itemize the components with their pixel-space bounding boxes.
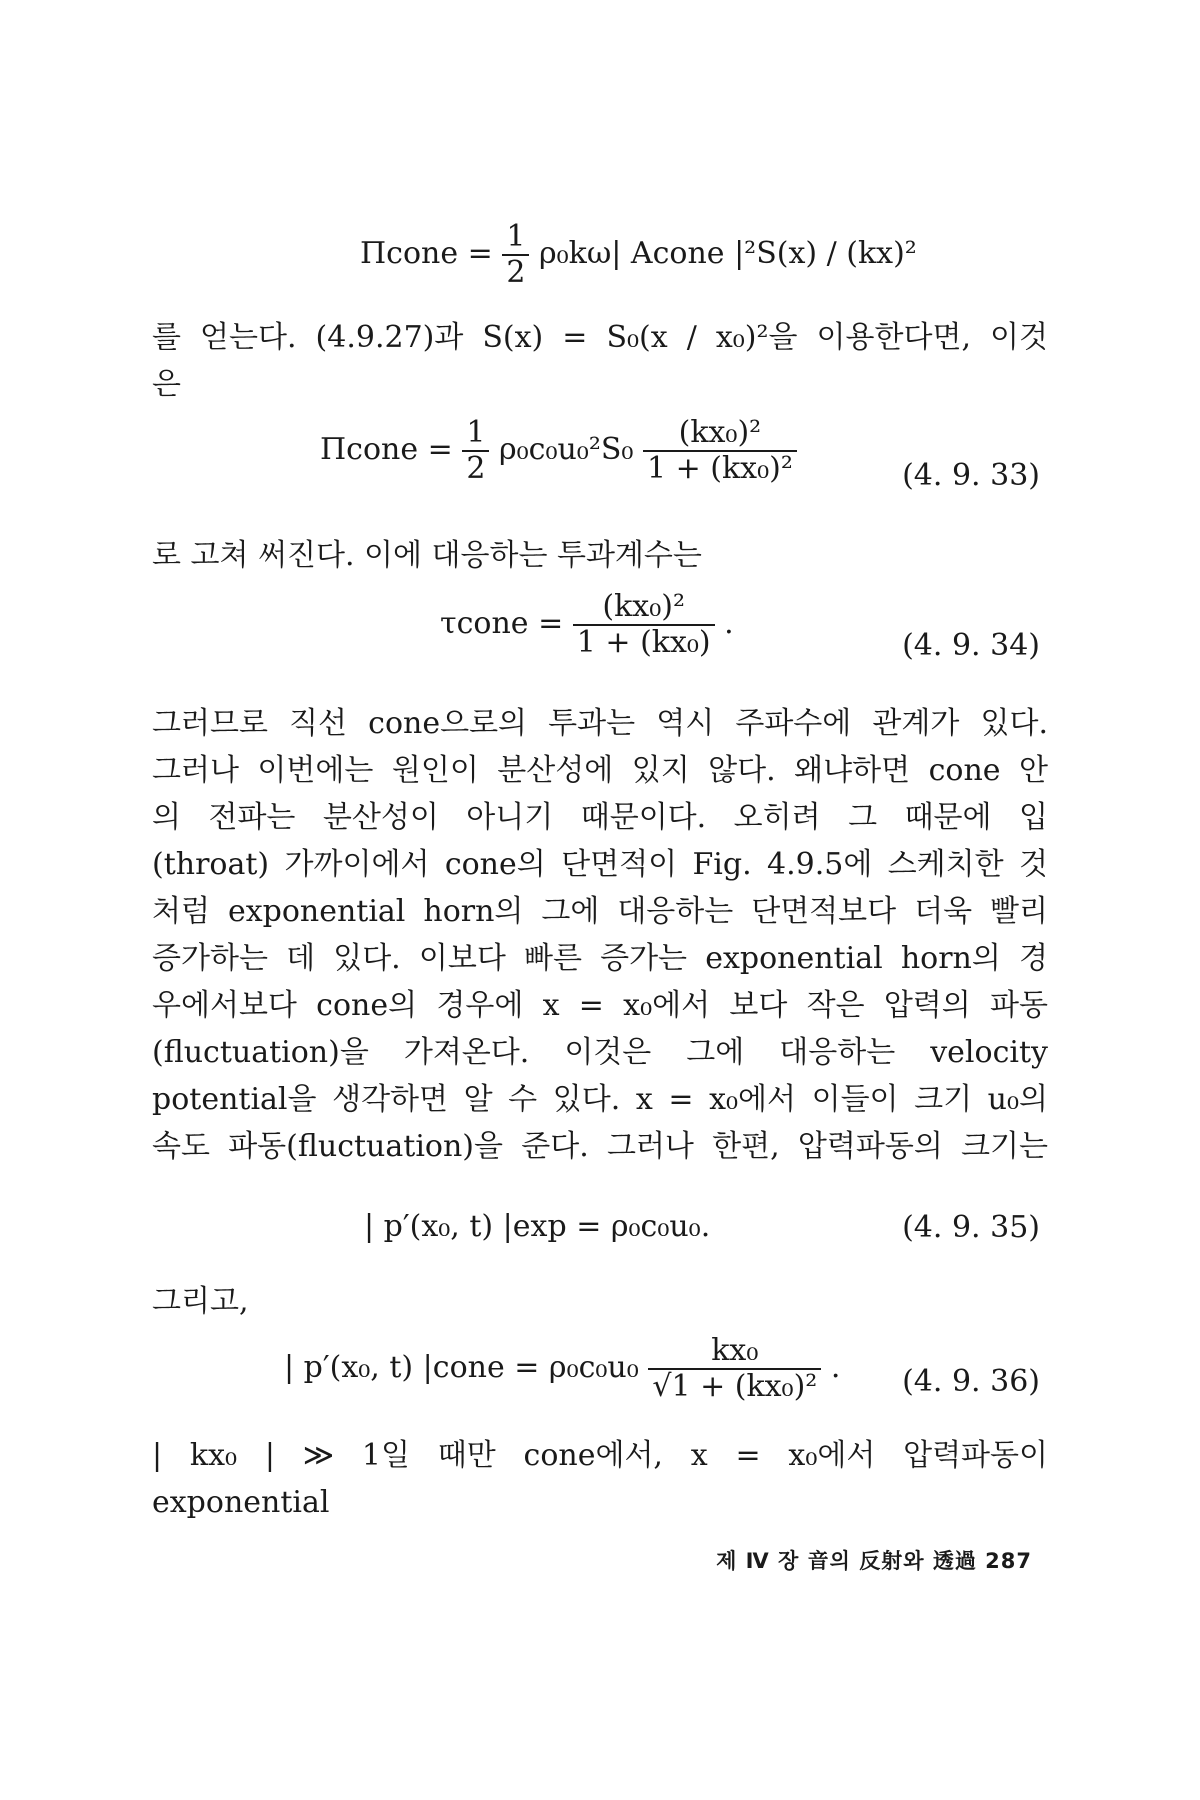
fraction-one-half: $\frac{1}{2}$	[502, 222, 529, 288]
equation-4-9-36: | p′(x₀, t) |cone = ρ₀c₀u₀ $\frac{\text{kx₀}}{\text{√1 + (kx₀)²}}$ .	[284, 1333, 841, 1404]
equation-rhs: ρ₀kω| Acone |²S(x) / (kx)²	[538, 236, 917, 271]
text-line: 은	[152, 367, 181, 402]
equation-number: (4. 9. 36)	[902, 1364, 1040, 1399]
equation-number: (4. 9. 35)	[902, 1210, 1040, 1245]
page-footer: 제 Ⅳ 장 音의 反射와 透過 287	[716, 1549, 1032, 1573]
equation-pi-cone-general: Πcone = $\frac{1}{2}$ ρ₀kω| Acone |²S(x) / (kx)²	[360, 219, 917, 290]
body-paragraph: 그러므로 직선 cone으로의 투과는 역시 주파수에 관계가 있다. 그러나 이번에는 원인이 분산성에 있지 않다. 왜냐하면 cone 안 의 전파는 분산성이 아니기 때문이다. 오히려 그 때문에 입 (throat) 가까이에서 cone의 단면적이 Fig. 4.9.5에 스케치한 것 처럼 exponential horn의 그에 대응하는 단면적보다 더욱 빨리 증가하는 데 있다. 이보다 빠른 증가는 exponential horn의 경 우에서보다 cone의 경우에 x = x₀에서 보다 작은 압력의 파동 (fluctuation)을 가져온다. 이것은 그에 대응하는 velocity potential을 생각하면 알 수 있다. x = x₀에서 이들이 크기 u₀의 속도 파동(fluctuation)을 준다. 그러나 한편, 압력파동의 크기는	[152, 706, 1048, 1164]
equation-number: (4. 9. 33)	[902, 458, 1040, 493]
fraction-one-half: $\frac{1}{2}$	[462, 418, 489, 484]
equation-4-9-35: | p′(x₀, t) |exp = ρ₀c₀u₀.	[364, 1209, 711, 1244]
fraction-transmission-coefficient: $\frac{\text{(kx₀)²}}{\text{1 + (kx₀)}}$	[573, 592, 715, 658]
fraction-pressure: $\frac{\text{kx₀}}{\text{√1 + (kx₀)²}}$	[648, 1336, 821, 1402]
equation-lhs: Πcone	[360, 236, 459, 271]
equation-number: (4. 9. 34)	[902, 628, 1040, 663]
equation-4-9-34: τcone = $\frac{\text{(kx₀)²}}{\text{1 + (kx₀)}}$ .	[440, 589, 734, 660]
text-line: 로 고쳐 써진다. 이에 대응하는 투과계수는	[152, 538, 702, 573]
text-line: | kx₀ | ≫ 1일 때만 cone에서, x = x₀에서 압력파동이 exponential	[152, 1438, 1048, 1520]
equation-4-9-33: Πcone = $\frac{1}{2}$ ρ₀c₀u₀²S₀ $\frac{\text{(kx₀)²}}{\text{1 + (kx₀)²}}$	[320, 418, 797, 484]
equation-lhs: | p′(x₀, t) |cone = ρ₀c₀u₀	[284, 1350, 639, 1385]
text-line: 그리고,	[152, 1284, 249, 1319]
text-line: 를 얻는다. (4.9.27)과 S(x) = S₀(x / x₀)²을 이용한다면, 이것	[152, 320, 1048, 355]
equation-lhs: Πcone	[320, 432, 419, 467]
equation-lhs: τcone	[440, 606, 529, 641]
fraction-transmission: $\frac{\text{(kx₀)²}}{\text{1 + (kx₀)²}}$	[643, 418, 797, 484]
equation-term: ρ₀c₀u₀²S₀	[498, 432, 634, 467]
